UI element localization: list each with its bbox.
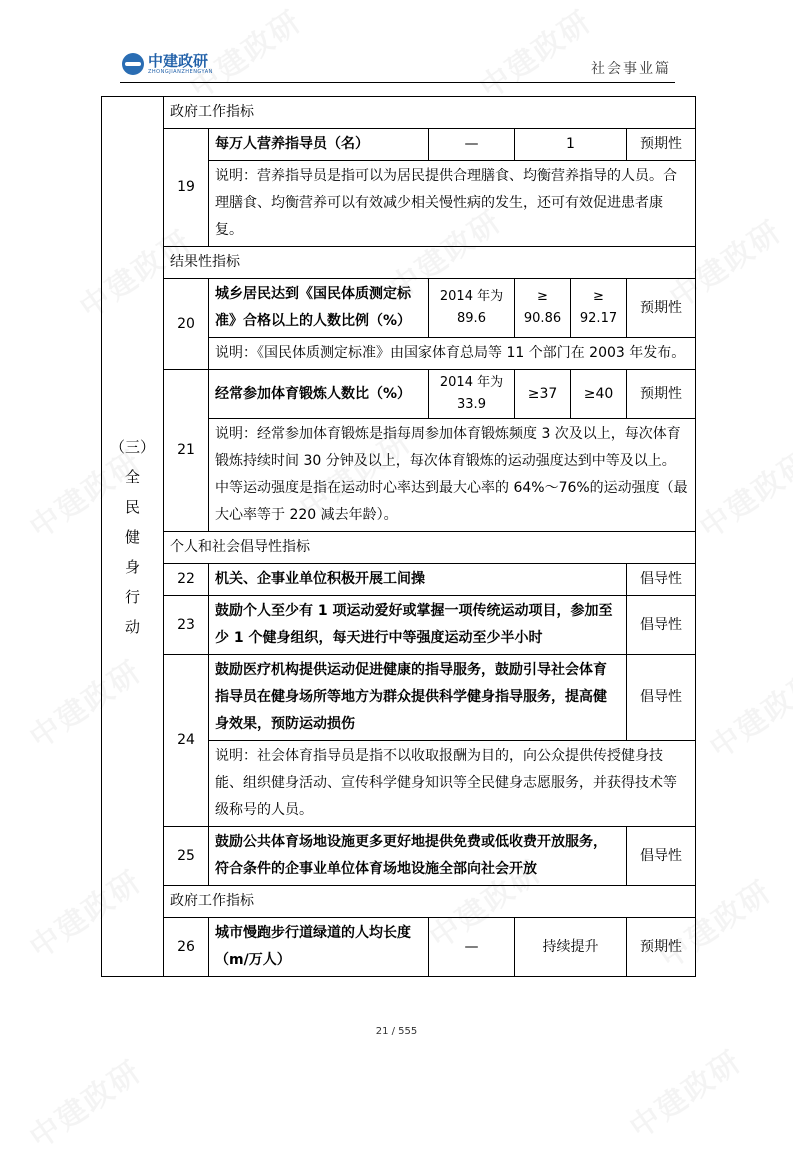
- target-value-2030: ≥40: [571, 370, 627, 419]
- indicator-type: 预期性: [627, 918, 696, 977]
- baseline-value: 2014 年为 89.6: [429, 279, 515, 338]
- category-header: 政府工作指标: [164, 97, 696, 129]
- indicator-name: 每万人营养指导员（名）: [209, 129, 429, 161]
- indicator-name: 鼓励个人至少有 1 项运动爱好或掌握一项传统运动项目，参加至少 1 个健身组织，每天进行中等强度运动至少半小时: [209, 596, 627, 655]
- logo-subtext: ZHONGJIANZHENGYAN: [148, 68, 213, 75]
- indicator-type: 预期性: [627, 279, 696, 338]
- logo: [122, 50, 213, 78]
- baseline-value: —: [429, 918, 515, 977]
- indicator-type: 倡导性: [627, 564, 696, 596]
- header-section-label: 社会事业篇: [591, 61, 671, 77]
- indicator-type: 预期性: [627, 370, 696, 419]
- row-number: 19: [164, 129, 209, 247]
- watermark: [689, 437, 793, 546]
- category-header: 结果性指标: [164, 247, 696, 279]
- page-number: 21 / 555: [375, 1026, 418, 1037]
- target-value-2020: ≥ 90.86: [515, 279, 571, 338]
- row-number: 25: [164, 827, 209, 886]
- indicator-description: 说明：营养指导员是指可以为居民提供合理膳食、均衡营养指导的人员。合理膳食、均衡营养可以有效减少相关慢性病的发生，还可有效促进患者康复。: [209, 161, 696, 247]
- indicator-type: 预期性: [627, 129, 696, 161]
- category-header: 个人和社会倡导性指标: [164, 532, 696, 564]
- indicator-type: 倡导性: [627, 827, 696, 886]
- row-number: 22: [164, 564, 209, 596]
- target-value: 1: [515, 129, 627, 161]
- indicator-name: 城乡居民达到《国民体质测定标准》合格以上的人数比例（%）: [209, 279, 429, 338]
- row-number: 23: [164, 596, 209, 655]
- section-title: （三） 全 民 健 身 行 动: [109, 437, 155, 636]
- indicator-name: 机关、企事业单位积极开展工间操: [209, 564, 627, 596]
- logo-icon: [122, 53, 144, 75]
- watermark: [699, 657, 793, 766]
- row-number: 20: [164, 279, 209, 370]
- indicator-description: 说明：社会体育指导员是指不以收取报酬为目的，向公众提供传授健身技能、组织健身活动、宣传科学健身知识等全民健身志愿服务，并获得技术等级称号的人员。: [209, 741, 696, 827]
- logo-text: 中建政研: [148, 51, 209, 70]
- baseline-value: 2014 年为 33.9: [429, 370, 515, 419]
- indicator-table: [101, 96, 696, 977]
- target-value: 持续提升: [515, 918, 627, 977]
- indicator-description: 说明：《国民体质测定标准》由国家体育总局等 11 个部门在 2003 年发布。: [209, 338, 696, 370]
- row-number: 21: [164, 370, 209, 532]
- watermark: [19, 1047, 149, 1156]
- section-title-cell: [102, 97, 164, 977]
- indicator-name: 经常参加体育锻炼人数比（%）: [209, 370, 429, 419]
- baseline-value: —: [429, 129, 515, 161]
- page-header: [120, 50, 675, 83]
- indicator-name: 鼓励医疗机构提供运动促进健康的指导服务，鼓励引导社会体育指导员在健身场所等地方为群众提供科学健身指导服务，提高健身效果，预防运动损伤: [209, 655, 627, 741]
- indicator-name: 鼓励公共体育场地设施更多更好地提供免费或低收费开放服务，符合条件的企事业单位体育场地设施全部向社会开放: [209, 827, 627, 886]
- target-value-2020: ≥37: [515, 370, 571, 419]
- category-header: 政府工作指标: [164, 886, 696, 918]
- target-value-2030: ≥ 92.17: [571, 279, 627, 338]
- watermark: [619, 1037, 749, 1146]
- row-number: 26: [164, 918, 209, 977]
- row-number: 24: [164, 655, 209, 827]
- indicator-name: 城市慢跑步行道绿道的人均长度（m/万人）: [209, 918, 429, 977]
- indicator-type: 倡导性: [627, 655, 696, 741]
- indicator-description: 说明：经常参加体育锻炼是指每周参加体育锻炼频度 3 次及以上，每次体育锻炼持续时间 30 分钟及以上，每次体育锻炼的运动强度达到中等及以上。中等运动强度是指在运动时心率达到最大心率的 64%～76%的运动强度（最大心率等于 220 减去年龄）。: [209, 419, 696, 532]
- indicator-type: 倡导性: [627, 596, 696, 655]
